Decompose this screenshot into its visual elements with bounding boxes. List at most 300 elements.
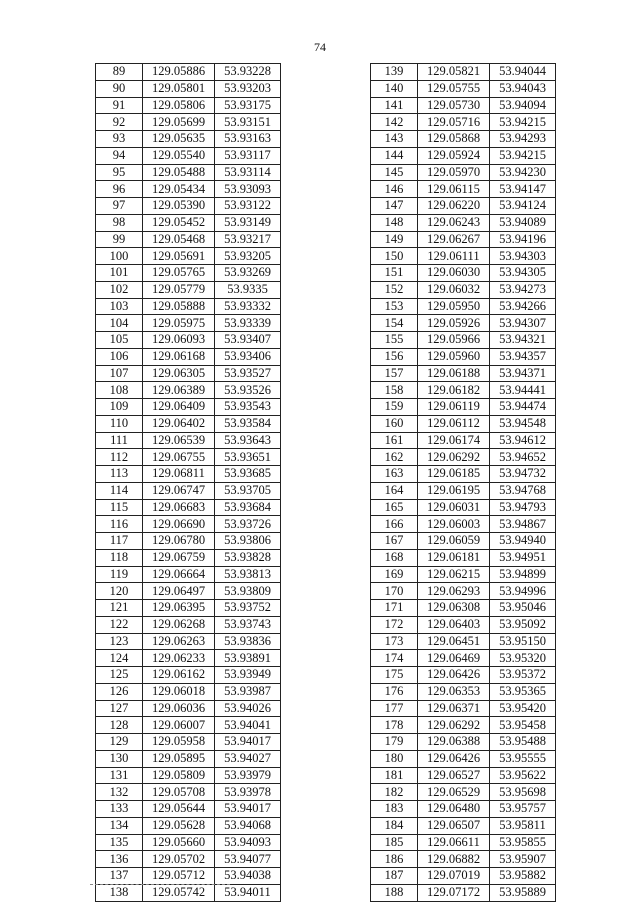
table-row bbox=[371, 432, 556, 449]
point-number-cell: 155 bbox=[371, 332, 418, 349]
table-row bbox=[96, 147, 281, 164]
table-row bbox=[96, 131, 281, 148]
longitude-cell: 129.06112 bbox=[418, 415, 490, 432]
longitude-cell: 129.06119 bbox=[418, 399, 490, 416]
latitude-cell: 53.93684 bbox=[215, 499, 281, 516]
latitude-cell: 53.93813 bbox=[215, 566, 281, 583]
point-number-cell: 183 bbox=[371, 801, 418, 818]
table-row bbox=[96, 817, 281, 834]
longitude-cell: 129.06811 bbox=[143, 466, 215, 483]
table-row bbox=[371, 265, 556, 282]
longitude-cell: 129.06308 bbox=[418, 600, 490, 617]
longitude-cell: 129.05868 bbox=[418, 131, 490, 148]
table-row bbox=[96, 868, 281, 885]
latitude-cell: 53.93203 bbox=[215, 80, 281, 97]
table-row bbox=[371, 399, 556, 416]
longitude-cell: 129.05950 bbox=[418, 298, 490, 315]
point-number-cell: 119 bbox=[96, 566, 143, 583]
table-row bbox=[371, 884, 556, 901]
longitude-cell: 129.06507 bbox=[418, 817, 490, 834]
table-row bbox=[371, 466, 556, 483]
longitude-cell: 129.05779 bbox=[143, 281, 215, 298]
point-number-cell: 92 bbox=[96, 114, 143, 131]
table-row bbox=[96, 566, 281, 583]
longitude-cell: 129.06497 bbox=[143, 583, 215, 600]
point-number-cell: 136 bbox=[96, 851, 143, 868]
latitude-cell: 53.94899 bbox=[490, 566, 556, 583]
latitude-cell: 53.93149 bbox=[215, 214, 281, 231]
latitude-cell: 53.94011 bbox=[215, 884, 281, 901]
table-row bbox=[371, 365, 556, 382]
longitude-cell: 129.06403 bbox=[418, 616, 490, 633]
table-row bbox=[371, 784, 556, 801]
table-row bbox=[371, 181, 556, 198]
longitude-cell: 129.05699 bbox=[143, 114, 215, 131]
latitude-cell: 53.93978 bbox=[215, 784, 281, 801]
point-number-cell: 150 bbox=[371, 248, 418, 265]
longitude-cell: 129.05958 bbox=[143, 734, 215, 751]
table-row bbox=[371, 315, 556, 332]
latitude-cell: 53.94077 bbox=[215, 851, 281, 868]
longitude-cell: 129.05895 bbox=[143, 750, 215, 767]
latitude-cell: 53.93806 bbox=[215, 533, 281, 550]
point-number-cell: 162 bbox=[371, 449, 418, 466]
longitude-cell: 129.06527 bbox=[418, 767, 490, 784]
table-row bbox=[371, 750, 556, 767]
point-number-cell: 147 bbox=[371, 198, 418, 215]
table-row bbox=[96, 717, 281, 734]
longitude-cell: 129.05970 bbox=[418, 164, 490, 181]
point-number-cell: 172 bbox=[371, 616, 418, 633]
longitude-cell: 129.06539 bbox=[143, 432, 215, 449]
longitude-cell: 129.06371 bbox=[418, 700, 490, 717]
point-number-cell: 106 bbox=[96, 348, 143, 365]
latitude-cell: 53.94068 bbox=[215, 817, 281, 834]
table-row bbox=[96, 265, 281, 282]
longitude-cell: 129.05966 bbox=[418, 332, 490, 349]
point-number-cell: 101 bbox=[96, 265, 143, 282]
point-number-cell: 117 bbox=[96, 533, 143, 550]
latitude-cell: 53.94094 bbox=[490, 97, 556, 114]
latitude-cell: 53.93809 bbox=[215, 583, 281, 600]
table-row bbox=[371, 97, 556, 114]
point-number-cell: 132 bbox=[96, 784, 143, 801]
longitude-cell: 129.06402 bbox=[143, 415, 215, 432]
point-number-cell: 135 bbox=[96, 834, 143, 851]
point-number-cell: 163 bbox=[371, 466, 418, 483]
table-row bbox=[371, 817, 556, 834]
point-number-cell: 91 bbox=[96, 97, 143, 114]
longitude-cell: 129.05434 bbox=[143, 181, 215, 198]
point-number-cell: 165 bbox=[371, 499, 418, 516]
point-number-cell: 148 bbox=[371, 214, 418, 231]
table-row bbox=[371, 851, 556, 868]
longitude-cell: 129.06690 bbox=[143, 516, 215, 533]
longitude-cell: 129.06664 bbox=[143, 566, 215, 583]
point-number-cell: 170 bbox=[371, 583, 418, 600]
point-number-cell: 159 bbox=[371, 399, 418, 416]
point-number-cell: 149 bbox=[371, 231, 418, 248]
table-row bbox=[96, 315, 281, 332]
latitude-cell: 53.93122 bbox=[215, 198, 281, 215]
longitude-cell: 129.05540 bbox=[143, 147, 215, 164]
longitude-cell: 129.06059 bbox=[418, 533, 490, 550]
point-number-cell: 110 bbox=[96, 415, 143, 432]
point-number-cell: 93 bbox=[96, 131, 143, 148]
table-row bbox=[96, 432, 281, 449]
longitude-cell: 129.05708 bbox=[143, 784, 215, 801]
table-row bbox=[371, 616, 556, 633]
latitude-cell: 53.94357 bbox=[490, 348, 556, 365]
latitude-cell: 53.93407 bbox=[215, 332, 281, 349]
point-number-cell: 102 bbox=[96, 281, 143, 298]
longitude-cell: 129.06263 bbox=[143, 633, 215, 650]
latitude-cell: 53.93752 bbox=[215, 600, 281, 617]
table-row bbox=[371, 131, 556, 148]
table-row bbox=[96, 734, 281, 751]
coordinates-table-right bbox=[370, 63, 556, 902]
point-number-cell: 177 bbox=[371, 700, 418, 717]
latitude-cell: 53.95855 bbox=[490, 834, 556, 851]
longitude-cell: 129.06018 bbox=[143, 683, 215, 700]
table-row bbox=[96, 248, 281, 265]
latitude-cell: 53.94305 bbox=[490, 265, 556, 282]
table-row bbox=[371, 298, 556, 315]
point-number-cell: 143 bbox=[371, 131, 418, 148]
table-row bbox=[96, 633, 281, 650]
latitude-cell: 53.93339 bbox=[215, 315, 281, 332]
latitude-cell: 53.93163 bbox=[215, 131, 281, 148]
point-number-cell: 100 bbox=[96, 248, 143, 265]
table-row bbox=[371, 332, 556, 349]
table-row bbox=[371, 868, 556, 885]
table-row bbox=[96, 683, 281, 700]
latitude-cell: 53.93828 bbox=[215, 549, 281, 566]
point-number-cell: 104 bbox=[96, 315, 143, 332]
latitude-cell: 53.95488 bbox=[490, 734, 556, 751]
latitude-cell: 53.95092 bbox=[490, 616, 556, 633]
table-row bbox=[371, 801, 556, 818]
latitude-cell: 53.93526 bbox=[215, 382, 281, 399]
longitude-cell: 129.06215 bbox=[418, 566, 490, 583]
table-row bbox=[96, 181, 281, 198]
latitude-cell: 53.93836 bbox=[215, 633, 281, 650]
longitude-cell: 129.05888 bbox=[143, 298, 215, 315]
longitude-cell: 129.05468 bbox=[143, 231, 215, 248]
point-number-cell: 178 bbox=[371, 717, 418, 734]
latitude-cell: 53.94996 bbox=[490, 583, 556, 600]
latitude-cell: 53.93332 bbox=[215, 298, 281, 315]
table-row bbox=[371, 633, 556, 650]
table-row bbox=[96, 399, 281, 416]
point-number-cell: 124 bbox=[96, 650, 143, 667]
point-number-cell: 182 bbox=[371, 784, 418, 801]
point-number-cell: 152 bbox=[371, 281, 418, 298]
point-number-cell: 129 bbox=[96, 734, 143, 751]
table-row bbox=[371, 667, 556, 684]
point-number-cell: 111 bbox=[96, 432, 143, 449]
longitude-cell: 129.06233 bbox=[143, 650, 215, 667]
point-number-cell: 167 bbox=[371, 533, 418, 550]
table-row bbox=[371, 482, 556, 499]
latitude-cell: 53.94293 bbox=[490, 131, 556, 148]
point-number-cell: 160 bbox=[371, 415, 418, 432]
longitude-cell: 129.06182 bbox=[418, 382, 490, 399]
longitude-cell: 129.06292 bbox=[418, 449, 490, 466]
latitude-cell: 53.95046 bbox=[490, 600, 556, 617]
longitude-cell: 129.05742 bbox=[143, 884, 215, 901]
longitude-cell: 129.05390 bbox=[143, 198, 215, 215]
table-row bbox=[96, 382, 281, 399]
latitude-cell: 53.93151 bbox=[215, 114, 281, 131]
longitude-cell: 129.06003 bbox=[418, 516, 490, 533]
point-number-cell: 94 bbox=[96, 147, 143, 164]
longitude-cell: 129.05960 bbox=[418, 348, 490, 365]
longitude-cell: 129.05628 bbox=[143, 817, 215, 834]
table-row bbox=[371, 516, 556, 533]
point-number-cell: 140 bbox=[371, 80, 418, 97]
longitude-cell: 129.06188 bbox=[418, 365, 490, 382]
point-number-cell: 116 bbox=[96, 516, 143, 533]
latitude-cell: 53.94041 bbox=[215, 717, 281, 734]
latitude-cell: 53.93527 bbox=[215, 365, 281, 382]
point-number-cell: 151 bbox=[371, 265, 418, 282]
point-number-cell: 137 bbox=[96, 868, 143, 885]
table-row bbox=[96, 64, 281, 81]
point-number-cell: 133 bbox=[96, 801, 143, 818]
latitude-cell: 53.94612 bbox=[490, 432, 556, 449]
latitude-cell: 53.93949 bbox=[215, 667, 281, 684]
latitude-cell: 53.94474 bbox=[490, 399, 556, 416]
latitude-cell: 53.94940 bbox=[490, 533, 556, 550]
latitude-cell: 53.94732 bbox=[490, 466, 556, 483]
longitude-cell: 129.05660 bbox=[143, 834, 215, 851]
longitude-cell: 129.06683 bbox=[143, 499, 215, 516]
longitude-cell: 129.05821 bbox=[418, 64, 490, 81]
longitude-cell: 129.05765 bbox=[143, 265, 215, 282]
longitude-cell: 129.05635 bbox=[143, 131, 215, 148]
table-row bbox=[96, 466, 281, 483]
longitude-cell: 129.06426 bbox=[418, 667, 490, 684]
table-row bbox=[96, 667, 281, 684]
longitude-cell: 129.06755 bbox=[143, 449, 215, 466]
point-number-cell: 164 bbox=[371, 482, 418, 499]
latitude-cell: 53.93217 bbox=[215, 231, 281, 248]
longitude-cell: 129.05801 bbox=[143, 80, 215, 97]
table-row bbox=[96, 784, 281, 801]
table-row bbox=[96, 884, 281, 901]
longitude-cell: 129.06882 bbox=[418, 851, 490, 868]
point-number-cell: 131 bbox=[96, 767, 143, 784]
longitude-cell: 129.05975 bbox=[143, 315, 215, 332]
latitude-cell: 53.94793 bbox=[490, 499, 556, 516]
table-row bbox=[371, 533, 556, 550]
latitude-cell: 53.94147 bbox=[490, 181, 556, 198]
table-row bbox=[371, 717, 556, 734]
table-row bbox=[371, 449, 556, 466]
latitude-cell: 53.94307 bbox=[490, 315, 556, 332]
longitude-cell: 129.06426 bbox=[418, 750, 490, 767]
latitude-cell: 53.94038 bbox=[215, 868, 281, 885]
longitude-cell: 129.06611 bbox=[418, 834, 490, 851]
table-row bbox=[371, 566, 556, 583]
longitude-cell: 129.06111 bbox=[418, 248, 490, 265]
longitude-cell: 129.06115 bbox=[418, 181, 490, 198]
longitude-cell: 129.06162 bbox=[143, 667, 215, 684]
latitude-cell: 53.93269 bbox=[215, 265, 281, 282]
longitude-cell: 129.06267 bbox=[418, 231, 490, 248]
latitude-cell: 53.95622 bbox=[490, 767, 556, 784]
longitude-cell: 129.05809 bbox=[143, 767, 215, 784]
latitude-cell: 53.94093 bbox=[215, 834, 281, 851]
point-number-cell: 126 bbox=[96, 683, 143, 700]
table-row bbox=[96, 231, 281, 248]
latitude-cell: 53.94026 bbox=[215, 700, 281, 717]
point-number-cell: 188 bbox=[371, 884, 418, 901]
longitude-cell: 129.05886 bbox=[143, 64, 215, 81]
latitude-cell: 53.93891 bbox=[215, 650, 281, 667]
point-number-cell: 174 bbox=[371, 650, 418, 667]
point-number-cell: 123 bbox=[96, 633, 143, 650]
point-number-cell: 158 bbox=[371, 382, 418, 399]
point-number-cell: 180 bbox=[371, 750, 418, 767]
latitude-cell: 53.94441 bbox=[490, 382, 556, 399]
longitude-cell: 129.06185 bbox=[418, 466, 490, 483]
point-number-cell: 90 bbox=[96, 80, 143, 97]
latitude-cell: 53.94043 bbox=[490, 80, 556, 97]
point-number-cell: 120 bbox=[96, 583, 143, 600]
longitude-cell: 129.05926 bbox=[418, 315, 490, 332]
point-number-cell: 142 bbox=[371, 114, 418, 131]
point-number-cell: 144 bbox=[371, 147, 418, 164]
longitude-cell: 129.05488 bbox=[143, 164, 215, 181]
latitude-cell: 53.95811 bbox=[490, 817, 556, 834]
table-row bbox=[371, 231, 556, 248]
longitude-cell: 129.06305 bbox=[143, 365, 215, 382]
longitude-cell: 129.07019 bbox=[418, 868, 490, 885]
longitude-cell: 129.06353 bbox=[418, 683, 490, 700]
latitude-cell: 53.94371 bbox=[490, 365, 556, 382]
table-row bbox=[371, 583, 556, 600]
table-row bbox=[371, 767, 556, 784]
table-row bbox=[96, 80, 281, 97]
longitude-cell: 129.06780 bbox=[143, 533, 215, 550]
latitude-cell: 53.94266 bbox=[490, 298, 556, 315]
longitude-cell: 129.06174 bbox=[418, 432, 490, 449]
point-number-cell: 141 bbox=[371, 97, 418, 114]
longitude-cell: 129.06759 bbox=[143, 549, 215, 566]
table-row bbox=[96, 482, 281, 499]
point-number-cell: 121 bbox=[96, 600, 143, 617]
table-row bbox=[371, 382, 556, 399]
latitude-cell: 53.93175 bbox=[215, 97, 281, 114]
longitude-cell: 129.05702 bbox=[143, 851, 215, 868]
table-row bbox=[371, 600, 556, 617]
point-number-cell: 128 bbox=[96, 717, 143, 734]
coordinates-table-left bbox=[95, 63, 281, 902]
latitude-cell: 53.95555 bbox=[490, 750, 556, 767]
latitude-cell: 53.94044 bbox=[490, 64, 556, 81]
latitude-cell: 53.94017 bbox=[215, 734, 281, 751]
latitude-cell: 53.95150 bbox=[490, 633, 556, 650]
table-row bbox=[371, 499, 556, 516]
latitude-cell: 53.93584 bbox=[215, 415, 281, 432]
point-number-cell: 127 bbox=[96, 700, 143, 717]
latitude-cell: 53.95420 bbox=[490, 700, 556, 717]
longitude-cell: 129.06395 bbox=[143, 600, 215, 617]
table-row bbox=[371, 683, 556, 700]
longitude-cell: 129.06030 bbox=[418, 265, 490, 282]
longitude-cell: 129.05755 bbox=[418, 80, 490, 97]
table-row bbox=[371, 650, 556, 667]
table-row bbox=[371, 147, 556, 164]
table-row bbox=[96, 114, 281, 131]
latitude-cell: 53.95320 bbox=[490, 650, 556, 667]
table-row bbox=[371, 80, 556, 97]
latitude-cell: 53.94017 bbox=[215, 801, 281, 818]
longitude-cell: 129.07172 bbox=[418, 884, 490, 901]
longitude-cell: 129.06292 bbox=[418, 717, 490, 734]
point-number-cell: 109 bbox=[96, 399, 143, 416]
point-number-cell: 171 bbox=[371, 600, 418, 617]
point-number-cell: 107 bbox=[96, 365, 143, 382]
latitude-cell: 53.93705 bbox=[215, 482, 281, 499]
latitude-cell: 53.94951 bbox=[490, 549, 556, 566]
latitude-cell: 53.95907 bbox=[490, 851, 556, 868]
table-row bbox=[371, 198, 556, 215]
table-row bbox=[96, 332, 281, 349]
latitude-cell: 53.95757 bbox=[490, 801, 556, 818]
latitude-cell: 53.93685 bbox=[215, 466, 281, 483]
latitude-cell: 53.94768 bbox=[490, 482, 556, 499]
latitude-cell: 53.93743 bbox=[215, 616, 281, 633]
latitude-cell: 53.93114 bbox=[215, 164, 281, 181]
table-row bbox=[96, 449, 281, 466]
longitude-cell: 129.06032 bbox=[418, 281, 490, 298]
longitude-cell: 129.06747 bbox=[143, 482, 215, 499]
longitude-cell: 129.06243 bbox=[418, 214, 490, 231]
latitude-cell: 53.94215 bbox=[490, 147, 556, 164]
point-number-cell: 125 bbox=[96, 667, 143, 684]
table-row bbox=[96, 616, 281, 633]
table-row bbox=[371, 248, 556, 265]
longitude-cell: 129.06036 bbox=[143, 700, 215, 717]
table-row bbox=[96, 851, 281, 868]
table-row bbox=[371, 64, 556, 81]
table-row bbox=[371, 348, 556, 365]
point-number-cell: 154 bbox=[371, 315, 418, 332]
table-row bbox=[371, 281, 556, 298]
table-row bbox=[96, 750, 281, 767]
point-number-cell: 166 bbox=[371, 516, 418, 533]
latitude-cell: 53.93228 bbox=[215, 64, 281, 81]
point-number-cell: 138 bbox=[96, 884, 143, 901]
latitude-cell: 53.93093 bbox=[215, 181, 281, 198]
point-number-cell: 145 bbox=[371, 164, 418, 181]
longitude-cell: 129.05712 bbox=[143, 868, 215, 885]
table-row bbox=[96, 198, 281, 215]
point-number-cell: 169 bbox=[371, 566, 418, 583]
longitude-cell: 129.05691 bbox=[143, 248, 215, 265]
table-row bbox=[371, 549, 556, 566]
point-number-cell: 184 bbox=[371, 817, 418, 834]
table-row bbox=[96, 549, 281, 566]
latitude-cell: 53.94124 bbox=[490, 198, 556, 215]
point-number-cell: 179 bbox=[371, 734, 418, 751]
table-row bbox=[371, 114, 556, 131]
latitude-cell: 53.94867 bbox=[490, 516, 556, 533]
longitude-cell: 129.06195 bbox=[418, 482, 490, 499]
